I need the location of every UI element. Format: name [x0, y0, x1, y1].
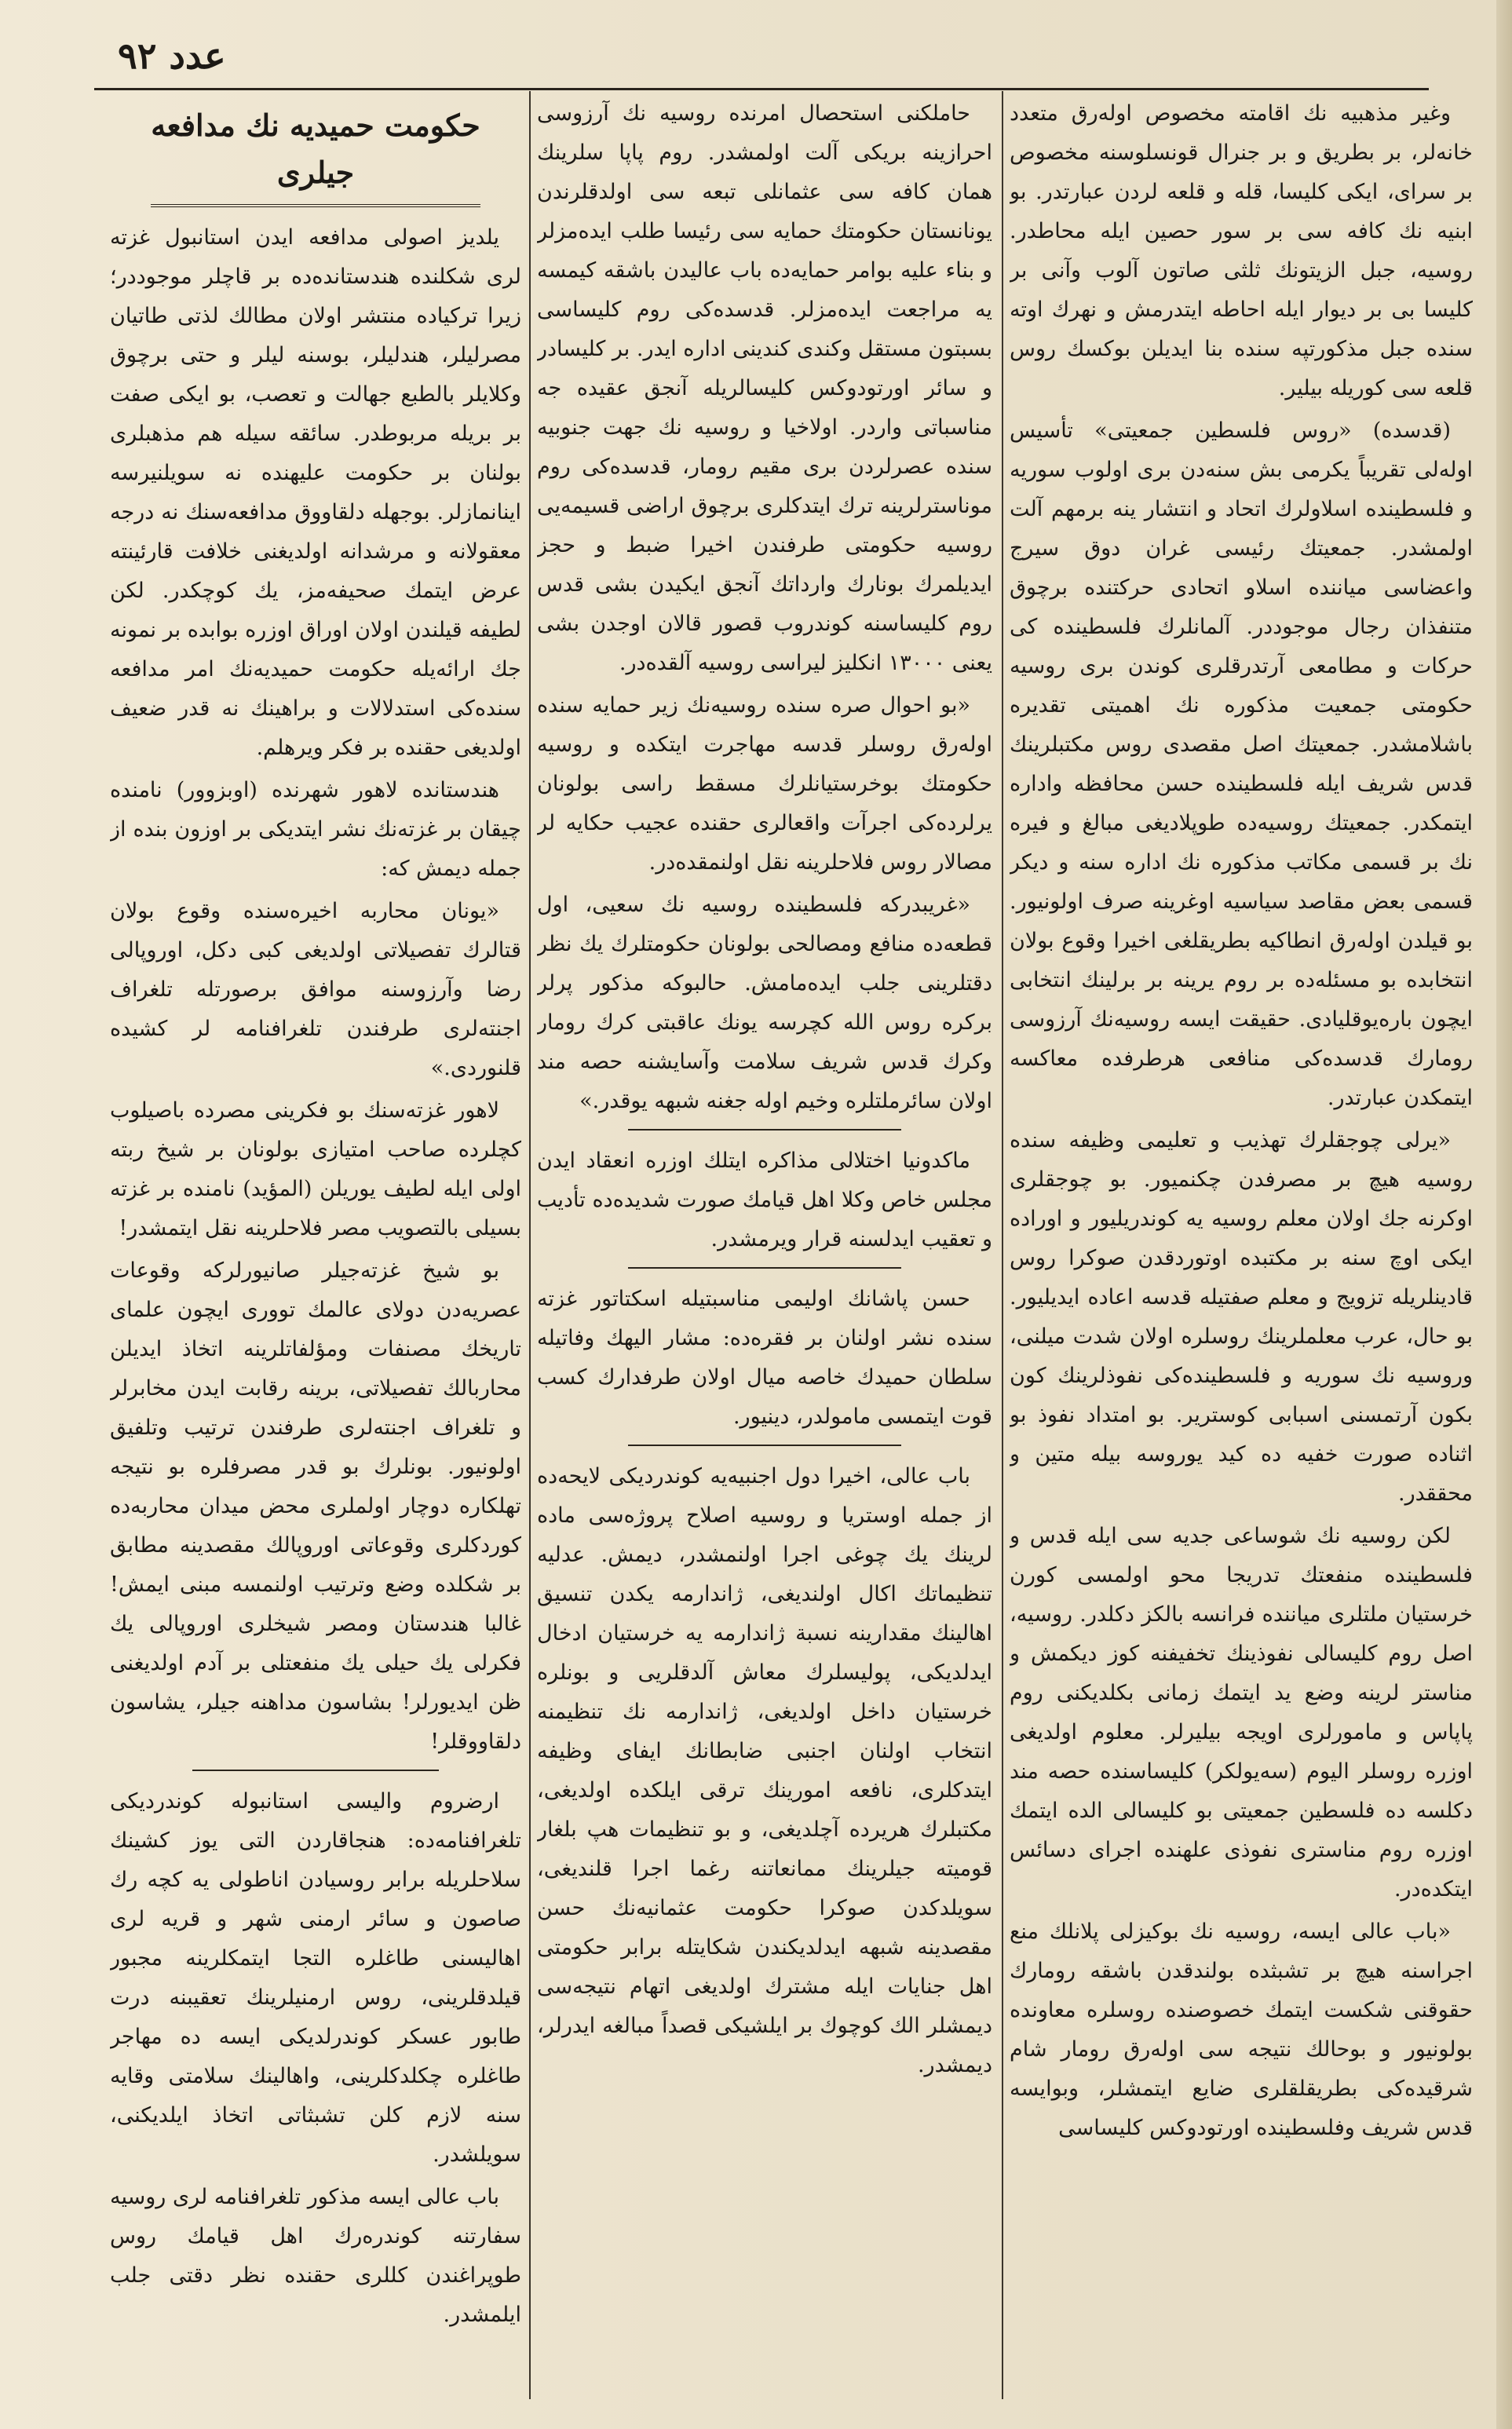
- article-paragraph: یلدیز اصولی مدافعه ایدن استانبول غزته لری شکلنده هندستانده‌ده بر قاچلر موجوددر؛ زیرا ترکیاده منتشر اولان مطالك لذتی طاتیان مصرلیلر، هندلیلر، بوسنه لیلر و حتی برچوق وکلایلر بالطبع جهالت و تعصب، بو ایکی صفت بر بریله مربوطدر. سائقه سیله هم مذهبلری بولنان بر حکومت علیهنده نه سویلنیرسه اینانمازلر. بوجهله دلقاووق مدافعه‌سنك نه درجه معقولانه و مرشدانه اولدیغنی خلافت قارئینته عرض ایتمك صحیفه‌مز، یك کوچکدر. لکن لطیفه قیلندن اولان اوراق اوزره بوابده بر نمونه جك ارائه‌یله حکومت حمیدیه‌نك امر مدافعه سنده‌کی استدلالات و براهینك نه قدر ضعیف اولدیغی حقنده بر فکر ویرهلم.: [110, 225, 521, 760]
- column-right: [1010, 94, 1473, 2402]
- column-middle: [537, 94, 992, 2402]
- section-separator: [628, 1267, 901, 1269]
- news-item: ماکدونیا اختلالی مذاکره ایتلك اوزره انعقاد ایدن مجلس خاص وکلا اهل قیامك صورت شدیده‌ده تأدیب و تعقیب ایدلسنه قرار ویرمشدر.: [537, 1149, 992, 1251]
- issue-number: عدد ٩٢: [118, 35, 226, 77]
- article-paragraph: «یرلی چوجقلرك تهذیب و تعلیمی وظیفه سنده روسیه هیچ بر مصرفدن چکنمیور. بو چوجقلری اوکرنه جك اولان معلم روسیه یه کوندریلیور و اوراده ایکی اوچ سنه بر مکتبده اوتوردقدن صوکرا روس قادینلریله تزویج و معلم صفتیله قدسه اعاده ایدیلیور. بو حال، عرب معلملرینك روسلره اولان شدت میلنی، وروسیه نك سوریه و فلسطینده‌کی نفوذلرینك کون بکون آرتمسنی اسبابی کوستریر. بو امتداد نفوذ بو اثناده صورت خفیه ده کید یوروسه بیله متین و محققدر.: [1010, 1128, 1473, 1506]
- article-paragraph: بو شیخ غزته‌جیلر صانیورلرکه وقوعات عصریه‌دن دولای عالمك تووری ایچون علمای تاریخك مصنفات ومؤلفاتلرینه اتخاذ ایدیلن محاربالك تفصیلاتی، برینه رقابت ایدن مخابرلر و تلغراف اجنته‌لری طرفندن ترتیب وتلفیق اولونیور. بونلرك بو قدر مصرفلره بو نتیجه تهلکاره دوچار اولملری محض میدان محاربه‌ده کوردکلری وقوعاتی اوروپالك مقصدینه مطابق بر شکلده وضع وترتیب اولنمسه مبنی ایمش! غالبا هندستان ومصر شیخلری اوروپالی یك فکرلی یك حیلی یك منفعتلی بر آدم اولدیغنی ظن ایدیورلر! بشاسون مداهنه جیلر، یشاسون دلقاووقلر!: [110, 1258, 521, 1754]
- news-item: ارضروم والیسی استانبوله کوندردیکی تلغرافنامه‌ده: هنجاقاردن التی یوز کشینك سلاحلریله برابر روسیادن اناطولی یه کچه رك صاصون و سائر ارمنی شهر و قریه لری اهالیسنی طاغلره التجا ایتمکلرینه مجبور قیلدقلرینی، روس ارمنیلرینك تعقیبنه درت طابور عسکر کوندرلدیکی ایسه ده مهاجر طاغلره چکلدکلرینی، واهالینك سلامتی وقایه سنه لازم کلن تشبثاتی اتخاذ ایلدیکنی، سویلشدر.: [110, 1789, 521, 2167]
- section-separator: [628, 1129, 901, 1130]
- article-paragraph: (قدسده) «روس فلسطین جمعیتی» تأسیس اوله‌لی تقریباً یکرمی بش سنه‌دن بری اولوب سوریه و فلسطینده اسلاولرك اتحاد و انتشار ینه برمهم آلت اولمشدر. جمعیتك رئیسی غران دوق سیرج واعضاسی میاننده اسلاو اتحادی حرکتنده برچوق متنفذان رجال موجوددر. آلمانلرك فلسطینده کی حرکات و مطامعی آرتدرقلری کوندن بری روسیه حکومتی جمعیت مذکوره نك اهمیتی تقدیره باشلامشدر. جمعیتك اصل مقصدی روس مکتبلرینك قدس شریف ایله فلسطینده حسن محافظه واداره ایتمکدر. جمعیتك روسیه‌ده طوپلادیغی مبالغ و فیره نك بر قسمی مکاتب مذکوره نك اداره سنه و دیکر قسمی بعض مقاصد سیاسیه اوغرینه صرف اولونیور. بو قیلدن اوله‌رق انطاکیه بطریقلغی اخیرا وقوع بولان انتخابده بو مسئله‌ده بر روم یرینه بر برلینك انتخابی ایچون باره‌یوقلیادی. حقیقت ایسه روسیه‌نك آرزوسی رومارك قدسده‌کی منافعی هرطرفده معاکسه ایتمکدن عبارتدر.: [1010, 418, 1473, 1110]
- column-divider: [1002, 91, 1003, 2399]
- news-item: باب عالی، اخیرا دول اجنبیه‌یه کوندردیکی لایحه‌ده از جمله اوستریا و روسیه اصلاح پروژه‌سی ماده لرینك یك چوغی اجرا اولنمشدر، دیمش. عدلیه تنظیماتك اکال اولندیغی، ژاندارمه یکدن تنسیق اهالینك مقدارینه نسبة ژاندارمه یه خرستیان ادخال ایدلدیکی، پولیسلرك معاش آلدقلریی و بونلره خرستیان داخل اولدیغی، ژاندارمه نك تنظیمنه انتخاب اولنان اجنبی ضابطانك ایفای وظیفه ایتدکلری، نافعه امورینك ترقی ایلکده اولدیغی، مکتبلرك هریرده آچلدیغی، و بو تنظیمات هپ بلغار قومیته جیلرینك ممانعاتنه رغما اجرا قلندیغی، سویلدکدن صوکرا حکومت عثمانیه‌نك حسن مقصدینه شبهه ایدلدیکندن شکایتله برابر حکومتی اهل جنایات ایله مشترك اولدیغی اتهام نتیجه‌سی دیمشلر الك کوچوك بر ایلشیکی قصداً مبالغه ایدرلر، دیمشدر.: [537, 1464, 992, 2077]
- article-paragraph: «بو احوال صره سنده روسیه‌نك زیر حمایه سنده اوله‌رق روسلر قدسه مهاجرت ایتکده و روسیه حکومتك بوخرستیانلرك مسقط راسی بولونان یرلرده‌کی اجرآت واقعالری حقنده عجیب حکایه لر مصالار روس فلاحلرینه نقل اولنمقده‌در.: [537, 693, 992, 875]
- article-paragraph: لکن روسیه نك شوساعی جدیه سی ایله قدس و فلسطینده منفعتك تدریجا محو اولمسی کورن خرستیان ملتلری میاننده فرانسه بالکز دکلدر. روسیه، اصل روم کلیسالی نفوذینك تخفیفنه کوز دیکمش و مناستر لرینه وضع ید ایتمك زمانی بکلدیکنی روم پاپاس و مامورلری اویجه بیلیرلر. معلوم اولدیغی اوزره روسلر الیوم (سه‌یولکر) کلیساسنده حصه مند دکلسه ده فلسطین جمعیتی بو کلیسالی الده ایتمك اوزره روم مناستری نفوذی علهنده اجرای دسائس ایتکده‌در.: [1010, 1524, 1473, 1901]
- article-paragraph: «باب عالی ایسه، روسیه نك بوکیزلی پلانلك منع اجراسنه هیچ بر تشبثده بولندقدن باشقه رومارك حقوقنی شکست ایتمك خصوصنده روسلره معاونده بولونیور و بوحالك نتیجه سی اوله‌رق رومار شام شرقیده‌کی بطریقلقلری ضایع ایتمشلر، وبوایسه قدس شریف وفلسطینده اورتودوکس کلیساسی: [1010, 1919, 1473, 2140]
- title-rule: [151, 204, 480, 207]
- article-paragraph: حاملکنی استحصال امرنده روسیه نك آرزوسی احرازینه بریکی آلت اولمشدر. روم پاپا سلرینك همان کافه سی عثمانلی تبعه سی اولدقلرندن یونانستان حکومتك حمایه سی رئیسا طلب ایده‌مزلر و بناء علیه بوامر حمایه‌ده باب عالیدن باشقه کیمسه یه مراجعت ایده‌مزلر. قدسده‌کی روم کلیساسی بسبتون مستقل وکندی کندینی اداره ایدر. بر کلیسادر و سائر اورتودوکس کلیسالریله آنجق عقیده جه مناسباتی واردر. اولاخیا و روسیه نك جهت جنوبیه سنده عصرلردن بری مقیم رومار، قدسده‌کی روم موناسترلرینه ترك ایتدکلری برچوق اراضی قسیمه‌یی روسیه حکومتی طرفندن اخیرا ضبط و حجز ایدیلمرك بونارك وارداتك آنجق ایکیدن بشی قدس روم کلیساسنه کوندروب قصور قالان اوجدن بشی یعنی ١٣٠٠٠ انکلیز لیراسی روسیه آلقده‌در.: [537, 101, 992, 675]
- article-title: حکومت حمیدیه نك مدافعه جیلری: [151, 108, 480, 190]
- binding-edge: [1496, 0, 1512, 2429]
- article-paragraph: «غریبدرکه فلسطینده روسیه نك سعیی، اول قطعه‌ده منافع ومصالحی بولونان حکومتلرك یك نظر دقتلرینی جلب ایده‌مامش. حالبوکه مذکور پرلر برکره روس الله کچرسه یونك عاقبتی کرك رومار وکرك قدس شریف سلامت وآسایشنه حصه مند اولان سائرملتلره وخیم اوله جغنه شبهه یوقدر.»: [537, 893, 992, 1113]
- section-separator: [628, 1445, 901, 1446]
- article-paragraph: هندستانده لاهور شهرنده (اوبزوور) نامنده چیقان بر غزته‌نك نشر ایتدیکی بر اوزون بنده از جمله دیمش که:: [110, 778, 521, 881]
- news-item: حسن پاشانك اولیمی مناسبتیله اسکتاتور غزته سنده نشر اولنان بر فقره‌ده: مشار الیهك وفاتیله سلطان حمیدك خاصه میال اولان طرفدارك کسب قوت ایتمسی مامولدر، دینیور.: [537, 1287, 992, 1429]
- news-item: باب عالی ایسه مذکور تلغرافنامه لری روسیه سفارتنه کوندره‌رك اهل قیامك روس طوپراغندن کللری حقنده نظر دقتی جلب ایلمشدر.: [110, 2185, 521, 2327]
- page-header: [94, 35, 1429, 82]
- article-paragraph: لاهور غزته‌سنك بو فکرینی مصرده باصیلوب کچلرده صاحب امتیازی بولونان بر شیخ ربته اولی ایله لطیف یوریلن (المؤید) نامنده بر غزته بسیلی بالتصویب مصر فلاحلرینه نقل ایتمشدر!: [110, 1098, 521, 1240]
- article-paragraph: وغیر مذهبیه نك اقامته مخصوص اوله‌رق متعدد خانه‌لر، بر بطریق و بر جنرال قونسلوسنه مخصوص بر سرای، ایکی کلیسا، قله و قلعه لردن عبارتدر. بو ابنیه نك کافه سی بر سور حصین ایله محاطدر. روسیه، جبل الزیتونك ثلثی صاتون آلوب وآنی بر کلیسا بی بر دیوار ایله احاطه ایتدرمش و نهرك اوته سنده جبل مذکورتپه سنده بنا ایدیلن بوکسك روس قلعه سی کوریله بیلیر.: [1010, 101, 1473, 400]
- section-separator: [192, 1770, 439, 1771]
- article-quote: «یونان محاربه اخیره‌سنده وقوع بولان قتالرك تفصیلاتی اولدیغی کبی دکل، اوروپالی رضا وآرزوسنه موافق برصورتله تلغراف اجنته‌لری طرفندن تلغرافنامه لر کشیده قلنوردی.»: [110, 899, 521, 1080]
- header-rule: [94, 88, 1429, 90]
- column-divider: [529, 91, 531, 2399]
- column-left: [110, 94, 521, 2402]
